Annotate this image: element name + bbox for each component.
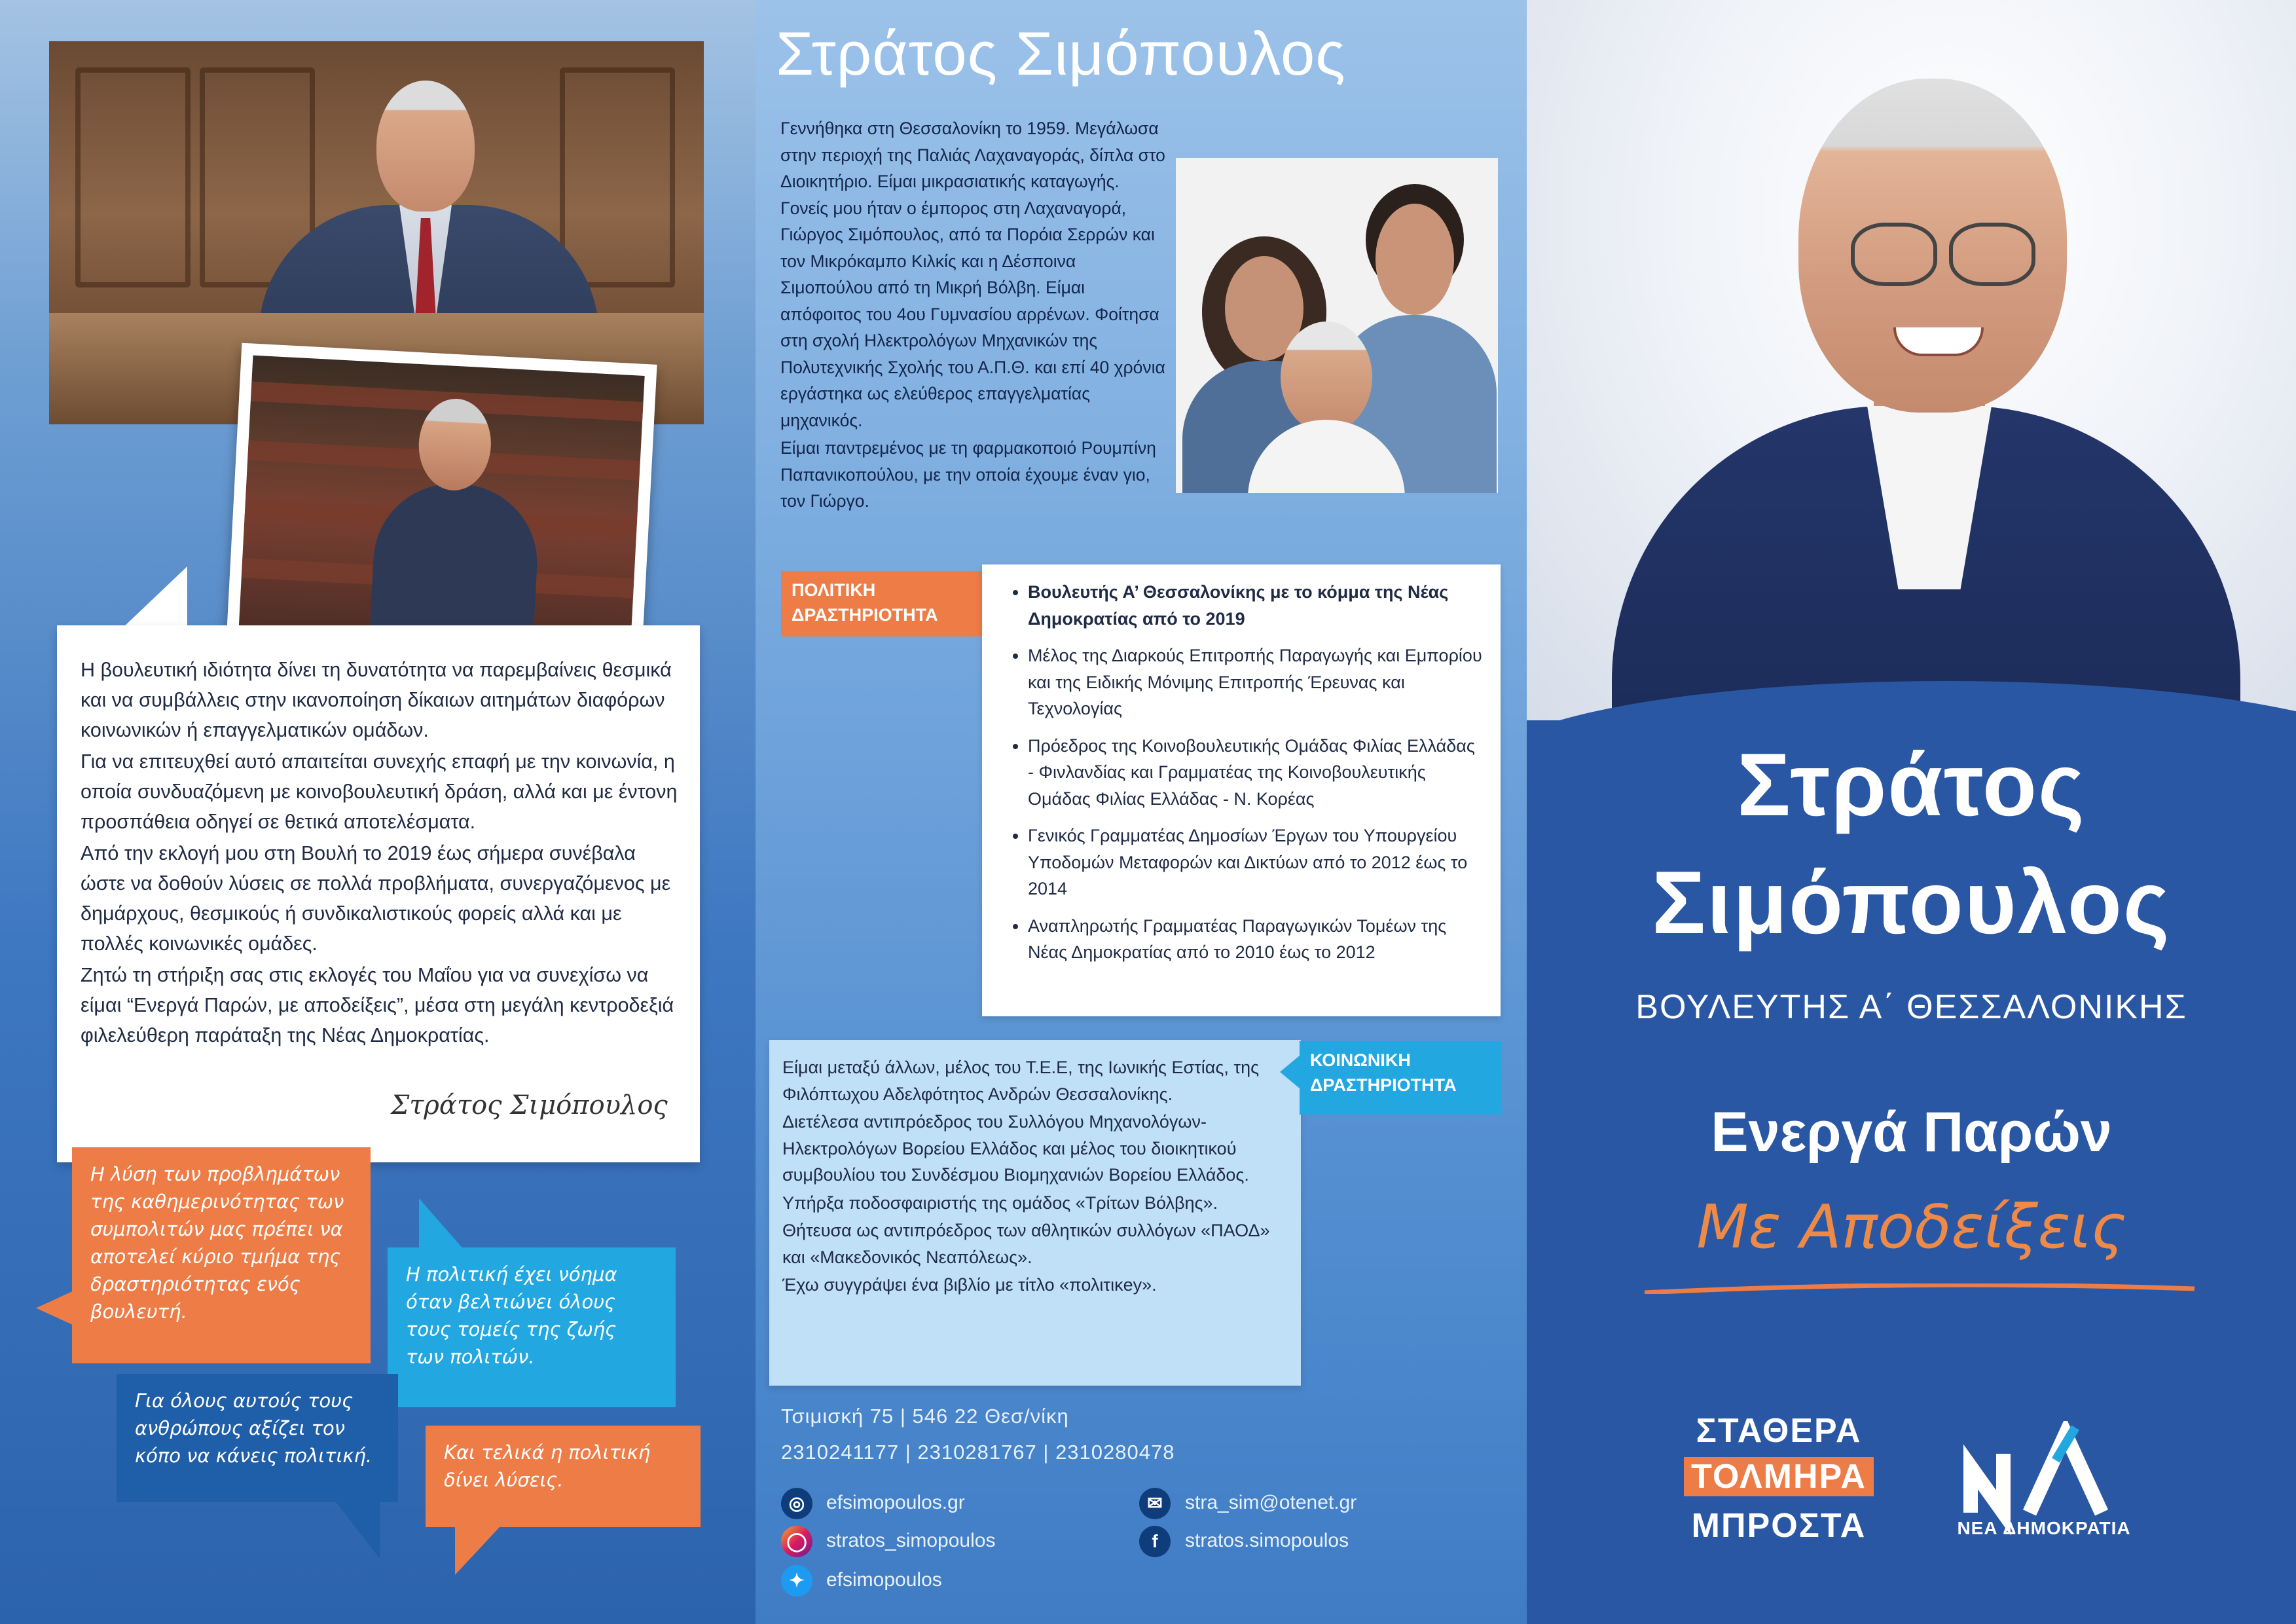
glasses-left bbox=[1851, 223, 1937, 286]
political-item: • Αναπληρωτής Γραμματέας Παραγωγικών Τομέων της Νέας Δημοκρατίας από το 2010 έως το 2012 bbox=[1028, 913, 1484, 966]
social-activity-card bbox=[769, 1040, 1301, 1386]
quote-text bbox=[81, 655, 683, 1052]
quote-paragraph: Η βουλευτική ιδιότητα δίνει τη δυνατότητα να παρεμβαίνεις θεσμικά και να συμβάλλεις στην ικανοποίηση δίκαιων αιτημάτων διαφόρων κοινωνικών ή επαγγελματικών ομάδων. bbox=[81, 659, 672, 741]
social-paragraph: Έχω συγγράψει ένα βιβλίο με τίτλο «πολιτικey». bbox=[782, 1275, 1157, 1295]
party-name: ΝΕΑ ΔΗΜΟΚΡΑΤΙΑ bbox=[1957, 1518, 2131, 1538]
globe-icon: ◎ bbox=[781, 1488, 812, 1519]
quote-paragraph: Για να επιτευχθεί αυτό απαιτείται συνεχής επαφή με την κοινωνία, η οποία συνδυαζόμενη με κοινοβουλευτική δράση, αλλά και με έντονη προσπάθεια οδηγεί σε θετικά αποτελέσματα. bbox=[81, 750, 678, 833]
signature: Στράτος Σιμόπουλος bbox=[391, 1090, 668, 1120]
social-paragraph: Θήτευσα ως αντιπρόεδρος των αθλητικών συλλόγων «ΠΑΟΔ» και «Μακεδονικός Νεαπόλεως». bbox=[782, 1221, 1270, 1267]
family-photo bbox=[1176, 158, 1498, 493]
envelope-icon: ✉ bbox=[1139, 1488, 1171, 1519]
speech-bubble-cyan: Η πολιτική έχει νόημα όταν βελτιώνει όλους τους τομείς της ζωής των πολιτών. bbox=[388, 1247, 676, 1407]
candidate-last-name: Σιμόπουλος bbox=[1652, 853, 2171, 952]
phone-numbers: 2310241177 | 2310281767 | 2310280478 bbox=[781, 1441, 1175, 1464]
slogan-underline bbox=[1645, 1283, 2195, 1294]
website-link[interactable]: efsimopoulos.gr bbox=[826, 1492, 965, 1513]
slogan-main: Ενεργά Παρών bbox=[1711, 1101, 2112, 1164]
political-activity-tag: ΠΟΛΙΤΙΚΗ ΔΡΑΣΤΗΡΙΟΤΗΤΑ bbox=[781, 571, 983, 637]
instagram-icon: ◯ bbox=[781, 1526, 812, 1557]
quote-paragraph: Από την εκλογή μου στη Βουλή το 2019 έως σήμερα συνέβαλα ώστε να δοθούν λύσεις σε πολλά προβλήματα, συνεργαζόμενος με δημάρχους, θεσμικούς ή συνδικαλιστικούς φορείς αλλά και με πολλές κοινωνικές ομάδες. bbox=[81, 842, 671, 955]
son-face bbox=[1376, 204, 1454, 315]
political-item: • Πρόεδρος της Κοινοβουλευτικής Ομάδας Φιλίας Ελλάδας - Φινλανδίας και Γραμματέας της Κοινοβουλευτικής Ομάδας Φιλίας Ελλάδας - Ν. Κορέας bbox=[1028, 733, 1484, 813]
cover-panel bbox=[1527, 0, 2296, 1624]
speech-bubble-navy: Για όλους αυτούς τους ανθρώπους αξίζει τον κόπο να κάνεις πολιτική. bbox=[117, 1374, 398, 1502]
speaker-head bbox=[376, 81, 475, 212]
address: Τσιμισκή 75 | 546 22 Θεσ/νίκη bbox=[781, 1405, 1069, 1428]
political-item: • Γενικός Γραμματέας Δημοσίων Έργων του Υπουργείου Υποδομών Μεταφορών και Δικτύων από το 2012 έως το 2014 bbox=[1028, 822, 1484, 902]
bio-title: Στράτος Σιμόπουλος bbox=[776, 19, 1346, 88]
quote-box bbox=[57, 625, 700, 1162]
email-link[interactable]: stra_sim@otenet.gr bbox=[1185, 1492, 1357, 1513]
facebook-icon: f bbox=[1139, 1526, 1171, 1557]
facebook-link[interactable]: stratos.simopoulos bbox=[1185, 1530, 1349, 1551]
political-list bbox=[982, 564, 1501, 966]
instagram-link[interactable]: stratos_simopoulos bbox=[826, 1530, 996, 1551]
glasses-right bbox=[1949, 223, 2035, 286]
bio-paragraph: Γεννήθηκα στη Θεσσαλονίκη το 1959. Μεγάλωσα στην περιοχή της Παλιάς Λαχαναγοράς, δίπλα στο Διοικητήριο. Είμαι μικρασιατικής καταγωγής. Γονείς μου ήταν ο έμπορος στη Λαχαναγορά, Γιώργος Σιμόπουλος, από τα Πορόια Σερρών και τον Μικρόκαμπο Κιλκίς και η Δέσποινα Σιμοπούλου από τη Μικρή Βόλβη. Είμαι απόφοιτος του 4ου Γυμνασίου αρρένων. Φοίτησα στη σχολή Ηλεκτρολόγων Μηχανικών της Πολυτεχνικής Σχολής του Α.Π.Θ. και επί 40 χρόνια εργάστηκα ως ελεύθερος επαγγελματίας μηχανικός. bbox=[780, 119, 1165, 430]
bio-paragraph: Είμαι παντρεμένος με τη φαρμακοποιό Ρουμπίνη Παπανικοπούλου, με την οποία έχουμε έναν γιο, τον Γιώργο. bbox=[780, 438, 1156, 511]
social-text bbox=[782, 1054, 1280, 1300]
social-activity-tag: ΚΟΙΝΩΝΙΚΗ ΔΡΑΣΤΗΡΙΟΤΗΤΑ bbox=[1300, 1041, 1501, 1115]
motto-line-3: ΜΠΡΟΣΤΑ bbox=[1691, 1507, 1867, 1545]
motto-line-2: ΤΟΛΜΗΡΑ bbox=[1684, 1457, 1874, 1496]
twitter-link[interactable]: efsimopoulos bbox=[826, 1569, 942, 1591]
parliament-seats-photo bbox=[226, 343, 657, 666]
social-paragraph: Υπήρξα ποδοσφαιριστής της ομάδος «Τρίτων Βόλβης». bbox=[782, 1192, 1218, 1213]
speech-bubble-orange-1: Η λύση των προβλημάτων της καθημερινότητας των συμπολιτών μας πρέπει να αποτελεί κύριο τμήμα της δραστηριότητας ενός βουλευτή. bbox=[72, 1147, 371, 1363]
candidate-first-name: Στράτος bbox=[1737, 735, 2086, 834]
political-item: • Βουλευτής Α’ Θεσσαλονίκης με το κόμμα της Νέας Δημοκρατίας από το 2019 bbox=[1028, 579, 1484, 632]
social-paragraph: Διετέλεσα αντιπρόεδρος του Συλλόγου Μηχανολόγων-Ηλεκτρολόγων Βορείου Ελλάδος και μέλος του διοικητικού συμβουλίου του Συνδέσμου Βιομηχανιών Βορείου Ελλάδος. bbox=[782, 1112, 1249, 1185]
social-paragraph: Είμαι μεταξύ άλλων, μέλος του Τ.Ε.Ε, της Ιωνικής Εστίας, της Φιλόπτωχου Αδελφότητος Ανδρών Θεσσαλονίκης. bbox=[782, 1058, 1260, 1104]
slogan-sub: Με Αποδείξεις bbox=[1696, 1192, 2126, 1262]
wood-panel-decor bbox=[560, 67, 675, 287]
wood-panel-decor bbox=[75, 67, 191, 287]
bio-text bbox=[780, 115, 1167, 516]
political-activity-card bbox=[982, 564, 1501, 1016]
twitter-icon: ✦ bbox=[781, 1565, 812, 1596]
quote-paragraph: Ζητώ τη στήριξη σας στις εκλογές του Μαΐου για να συνεχίσω να είμαι “Ενεργά Παρών, με αποδείξεις”, μέσα στη μεγάλη κεντροδεξιά φιλελεύθερη παράταξη της Νέας Δημοκρατίας. bbox=[81, 964, 674, 1046]
speech-bubble-orange-2: Και τελικά η πολιτική δίνει λύσεις. bbox=[426, 1426, 701, 1527]
motto-line-1: ΣΤΑΘΕΡΑ bbox=[1696, 1412, 1862, 1450]
portrait-photo bbox=[1527, 0, 2296, 720]
man-face bbox=[1281, 322, 1372, 433]
candidate-title: ΒΟΥΛΕΥΤΗΣ Α΄ ΘΕΣΣΑΛΟΝΙΚΗΣ bbox=[1635, 988, 2187, 1026]
political-item: • Μέλος της Διαρκούς Επιτροπής Παραγωγής και Εμπορίου και της Ειδικής Μόνιμης Επιτροπής Έρευνας και Τεχνολογίας bbox=[1028, 642, 1484, 722]
